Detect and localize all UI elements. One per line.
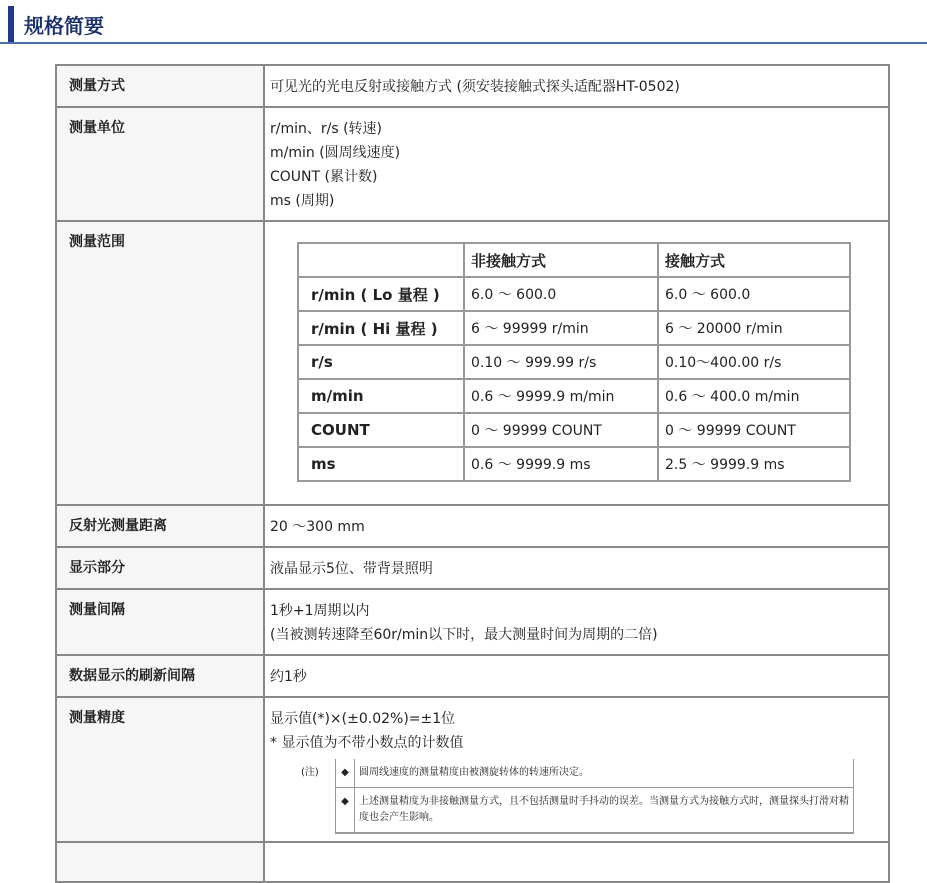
spec-table <box>55 64 890 883</box>
diamond-bullet-icon: ◆ <box>336 759 355 788</box>
unit-line: COUNT (累计数) <box>270 169 378 185</box>
range-value <box>264 221 889 505</box>
range-noncontact-cell: 0.6 ～ 9999.9 m/min <box>464 379 658 413</box>
spec-row-distance <box>56 505 889 547</box>
range-contact-cell: 0.10～400.00 r/s <box>658 345 850 379</box>
interval-label: 测量间隔 <box>56 589 264 655</box>
spec-row-range <box>56 221 889 505</box>
diamond-bullet-icon: ◆ <box>336 788 355 834</box>
interval-value <box>264 589 889 655</box>
range-header-cell <box>298 243 464 277</box>
unit-value <box>264 107 889 221</box>
range-row-label: m/min <box>298 379 464 413</box>
spec-row-unit <box>56 107 889 221</box>
range-noncontact-cell: 0 ～ 99999 COUNT <box>464 413 658 447</box>
display-label: 显示部分 <box>56 547 264 589</box>
note-label-empty <box>297 788 336 834</box>
distance-label: 反射光测量距离 <box>56 505 264 547</box>
range-contact-cell: 0.6 ～ 400.0 m/min <box>658 379 850 413</box>
method-label: 测量方式 <box>56 65 264 107</box>
distance-value <box>264 505 889 547</box>
distance-text: 20 ～300 mm <box>270 519 365 535</box>
range-row <box>298 447 850 481</box>
range-noncontact-cell: 0.6 ～ 9999.9 ms <box>464 447 658 481</box>
range-noncontact-cell: 6.0 ～ 600.0 <box>464 277 658 311</box>
empty-value <box>264 842 889 882</box>
section-header <box>0 0 927 44</box>
method-value <box>264 65 889 107</box>
header-accent-bar <box>8 6 14 42</box>
note-text: 上述测量精度为非接触测量方式，且不包括测量时手抖动的误差。当测量方式为接触方式时，测量探头打滑对精度也会产生影响。 <box>355 788 854 834</box>
note-label: (注) <box>301 767 319 778</box>
range-row <box>298 311 850 345</box>
range-row <box>298 345 850 379</box>
range-row <box>298 379 850 413</box>
note-row <box>297 788 854 834</box>
note-row <box>297 759 854 788</box>
spec-row-refresh <box>56 655 889 697</box>
range-noncontact-cell: 0.10 ～ 999.99 r/s <box>464 345 658 379</box>
accuracy-value <box>264 697 889 842</box>
range-row <box>298 413 850 447</box>
range-noncontact-cell: 6 ～ 99999 r/min <box>464 311 658 345</box>
spec-row-method <box>56 65 889 107</box>
display-text: 液晶显示5位、带背景照明 <box>270 561 433 577</box>
range-row-label: ms <box>298 447 464 481</box>
accuracy-label: 测量精度 <box>56 697 264 842</box>
section-title: 规格简要 <box>24 14 104 38</box>
method-text: 可见光的光电反射或接触方式 (须安装接触式探头适配器HT-0502) <box>270 79 680 95</box>
unit-label: 测量单位 <box>56 107 264 221</box>
spec-row-accuracy <box>56 697 889 842</box>
range-header-cell: 接触方式 <box>658 243 850 277</box>
accuracy-line: 显示值(*)×(±0.02%)=±1位 <box>270 711 456 727</box>
range-row-label: r/min ( Lo 量程 ) <box>298 277 464 311</box>
range-row-label: r/min ( Hi 量程 ) <box>298 311 464 345</box>
spec-row-empty <box>56 842 889 882</box>
range-contact-cell: 6 ～ 20000 r/min <box>658 311 850 345</box>
spec-row-interval <box>56 589 889 655</box>
refresh-value <box>264 655 889 697</box>
interval-line: 1秒+1周期以内 <box>270 603 370 619</box>
range-row-label: r/s <box>298 345 464 379</box>
accuracy-notes <box>297 759 854 834</box>
empty-label <box>56 842 264 882</box>
range-header-cell: 非接触方式 <box>464 243 658 277</box>
interval-line: (当被测转速降至60r/min以下时，最大测量时间为周期的二倍) <box>270 627 658 643</box>
range-row <box>298 277 850 311</box>
spec-row-display <box>56 547 889 589</box>
range-header-row <box>298 243 850 277</box>
range-contact-cell: 0 ～ 99999 COUNT <box>658 413 850 447</box>
unit-line: r/min、r/s (转速) <box>270 121 383 137</box>
display-value <box>264 547 889 589</box>
unit-line: ms (周期) <box>270 193 335 209</box>
range-contact-cell: 2.5 ～ 9999.9 ms <box>658 447 850 481</box>
refresh-text: 约1秒 <box>270 669 307 685</box>
range-row-label: COUNT <box>298 413 464 447</box>
refresh-label: 数据显示的刷新间隔 <box>56 655 264 697</box>
unit-line: m/min (圆周线速度) <box>270 145 401 161</box>
note-text: 圆周线速度的测量精度由被测旋转体的转速所决定。 <box>355 759 854 788</box>
range-table <box>297 242 851 482</box>
range-label: 测量范围 <box>56 221 264 505</box>
accuracy-line: * 显示值为不带小数点的计数值 <box>270 735 464 751</box>
range-contact-cell: 6.0 ～ 600.0 <box>658 277 850 311</box>
